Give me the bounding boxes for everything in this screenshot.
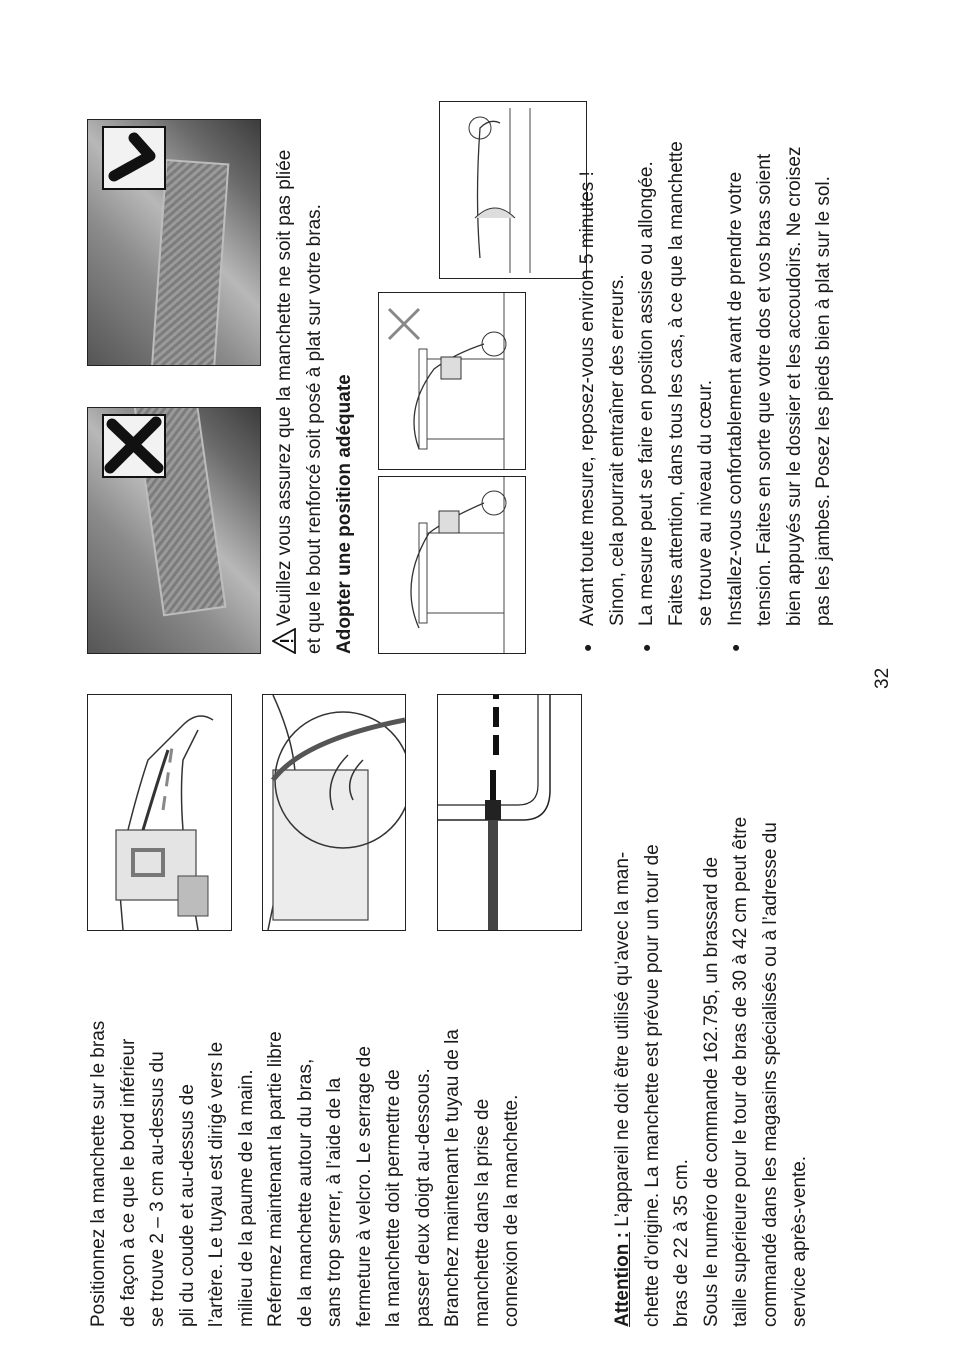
bullet-line: ● Installez-vous confortablement avant de prendre votre xyxy=(724,171,746,626)
step-2-text xyxy=(261,907,438,1327)
cuff-on-arm-illustration xyxy=(87,694,232,931)
attention-line: bras de 22 à 35 cm. xyxy=(671,1159,692,1327)
bullet-line: bien appuyés sur le dossier et les accoudoirs. Ne croisez xyxy=(783,146,805,626)
bullet-line: Faites attention, dans tous les cas, à ce que la manchette xyxy=(665,141,687,626)
step2-line: Refermez maintenant la partie libre xyxy=(265,1031,286,1327)
step2-line: fermeture à velcro. Le serrage de xyxy=(353,1046,375,1327)
attention-line-1 xyxy=(608,687,638,1327)
order-line: commandé dans les magasins spécialisés ou à l’adresse du xyxy=(759,822,781,1327)
bullet-item xyxy=(573,14,632,654)
bullet-item xyxy=(632,14,721,654)
bullet-line: tension. Faites en sorte que votre dos et vos bras soient xyxy=(754,153,775,626)
warning-line: Veuillez vous assurez que la manchette ne soit pas pliée xyxy=(274,149,295,626)
step2-line: passer deux doigt au-dessous. xyxy=(412,1068,434,1327)
attention-paragraph xyxy=(608,687,815,1327)
order-line: taille supérieure pour le tour de bras de 30 à 42 cm peut être xyxy=(730,816,751,1327)
step1-line: milieu de la paume de la main. xyxy=(235,1069,257,1327)
step1-line: Positionnez la manchette sur le bras xyxy=(88,1020,109,1327)
check-mark-icon xyxy=(102,126,166,190)
cuff-flat-photo xyxy=(87,119,261,366)
tube-connection-illustration xyxy=(437,694,582,931)
cross-mark-icon xyxy=(102,414,166,478)
attention-line: chette d’origine. La manchette est prévue pour un tour de xyxy=(641,844,663,1327)
attention-label: Attention : xyxy=(612,1232,633,1327)
step1-line: de façon à ce que le bord inférieur xyxy=(117,1038,139,1327)
cuff-folded-photo xyxy=(87,407,261,654)
bullet-line: Sinon, cela pourrait entraîner des erreurs. xyxy=(606,274,628,626)
bad-posture-illustration-2 xyxy=(378,292,526,470)
step2-line: de la manchette autour du bras, xyxy=(294,1058,316,1327)
bad-posture-illustration xyxy=(378,476,526,654)
velcro-closure-illustration xyxy=(262,694,406,931)
step2-line: la manchette doit permettre de xyxy=(383,1069,404,1327)
warning-block xyxy=(270,14,329,654)
attention-text: L’appareil ne doit être utilisé qu’avec la man- xyxy=(612,851,633,1233)
page-number: 32 xyxy=(872,667,893,689)
step3-line: Branchez maintenant le tuyau de la xyxy=(442,1029,463,1327)
bullet-item xyxy=(721,14,839,654)
section-heading: Adopter une position adéquate xyxy=(334,374,355,654)
bullet-line: ● La mesure peut se faire en position assise ou allongée. xyxy=(636,161,657,626)
bullet-list xyxy=(573,14,839,654)
step-1-text xyxy=(84,907,261,1327)
step-3-text xyxy=(438,907,527,1327)
cuff-strap xyxy=(151,159,230,366)
bullet-line: pas les jambes. Posez les pieds bien à plat sur le sol. xyxy=(813,176,834,626)
step3-line: connexion de la manchette. xyxy=(501,1094,522,1327)
warning-line: et que le bout renforcé soit posé à plat sur votre bras. xyxy=(303,204,325,654)
step1-line: l’artère. Le tuyau est dirigé vers le xyxy=(206,1041,227,1327)
good-posture-illustration xyxy=(439,101,587,279)
step2-line: sans trop serrer, à l’aide de la xyxy=(324,1077,345,1327)
step1-line: pli du coude et au-dessus de xyxy=(176,1084,198,1327)
order-line: Sous le numéro de commande 162.795, un brassard de xyxy=(700,856,722,1327)
step3-line: manchette dans la prise de xyxy=(471,1098,493,1327)
step1-line: se trouve 2 – 3 cm au-dessus du xyxy=(147,1051,168,1327)
bullet-line: ● Avant toute mesure, reposez-vous environ 5 minutes ! xyxy=(577,171,598,626)
warning-triangle-icon xyxy=(272,628,296,654)
bullet-line: se trouve au niveau du cœur. xyxy=(695,379,716,626)
order-line: service après-vente. xyxy=(789,1155,810,1327)
